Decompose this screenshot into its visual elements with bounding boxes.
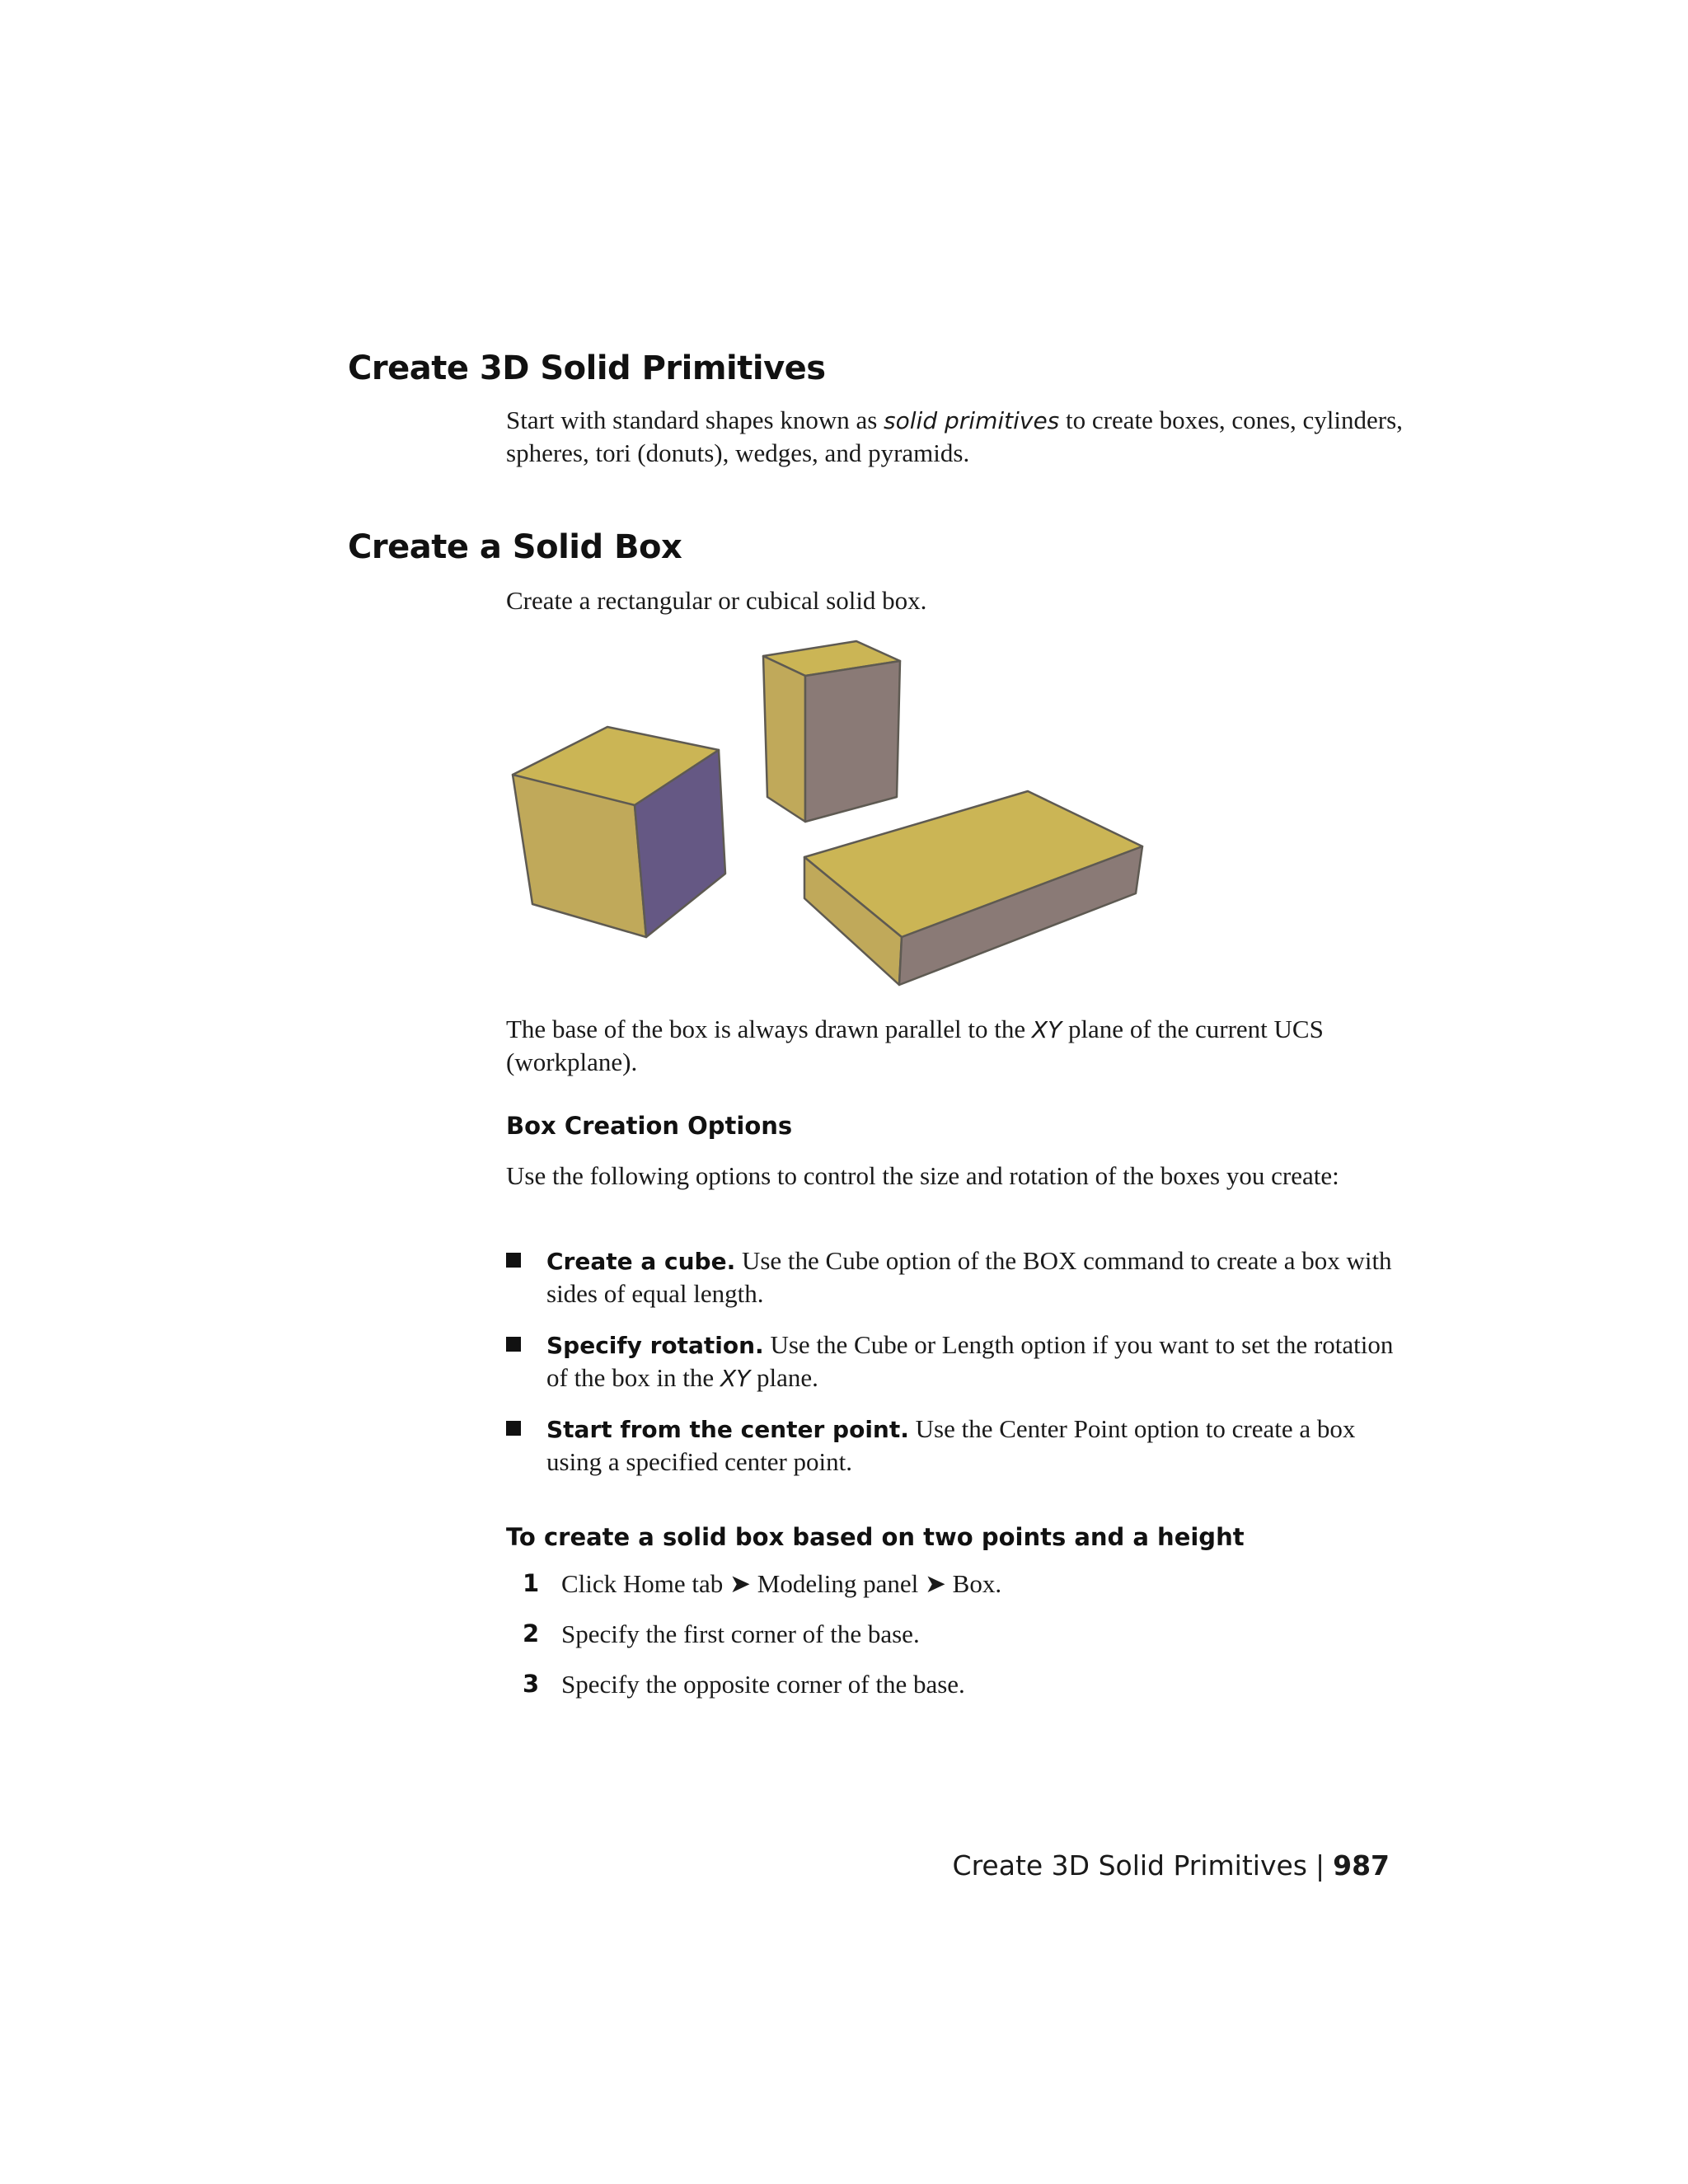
options-intro: Use the following options to control the size and rotation of the boxes you create: — [506, 1161, 1339, 1190]
procedure-heading: To create a solid box based on two points and a height — [506, 1523, 1245, 1551]
page-number: 987 — [1333, 1849, 1390, 1882]
xy-italic: XY — [1031, 1016, 1062, 1043]
procedure-step-1 — [523, 1568, 1396, 1600]
bullet-body: Use the Cube option of the BOX command to create a box with sides of equal length. — [546, 1246, 1392, 1308]
primitives-intro — [506, 404, 1404, 469]
page-footer — [953, 1849, 1390, 1882]
bullet-lead: Create a cube. — [546, 1248, 736, 1275]
bullet-square-icon — [506, 1337, 521, 1352]
tall-box-shape — [763, 641, 900, 822]
bullet-center-point — [506, 1413, 1404, 1478]
bullet-square-icon — [506, 1421, 521, 1436]
bullet-body: Use the Center Point option to create a box using a specified center point. — [546, 1414, 1356, 1476]
procedure-step-2 — [523, 1618, 1396, 1650]
step-number: 2 — [523, 1619, 540, 1647]
section-heading-primitives: Create 3D Solid Primitives — [348, 349, 826, 387]
cube-shape — [513, 727, 725, 937]
procedure-step-3 — [523, 1668, 1396, 1700]
footer-title: Create 3D Solid Primitives — [952, 1849, 1307, 1882]
bullet-square-icon — [506, 1253, 521, 1268]
bullet-body-end: plane. — [750, 1363, 818, 1392]
intro-text: Start with standard shapes known as — [506, 405, 884, 434]
step-number: 1 — [523, 1569, 540, 1597]
base-text-continued: plane of the current UCS (workplane). — [506, 1015, 1324, 1076]
intro-text-continued: to create boxes, cones, cylinders, spheres, tori (donuts), wedges, and pyramids. — [506, 405, 1403, 467]
section-heading-solid-box: Create a Solid Box — [348, 528, 682, 566]
intro-italic-term: solid primitives — [884, 407, 1060, 434]
bullet-text — [546, 1329, 1404, 1394]
bullet-body: Use the Cube or Length option if you want to set the rotation of the box in the — [546, 1330, 1394, 1392]
bullet-create-cube — [506, 1244, 1404, 1310]
bullet-lead: Specify rotation. — [546, 1332, 764, 1359]
bullet-specify-rotation — [506, 1329, 1404, 1394]
step-number: 3 — [523, 1670, 540, 1698]
step-text: Specify the opposite corner of the base. — [561, 1670, 965, 1699]
base-text: The base of the box is always drawn parallel to the — [506, 1015, 1032, 1043]
box-base-description — [506, 1013, 1404, 1078]
step-text: Specify the first corner of the base. — [561, 1619, 920, 1648]
bullet-text — [546, 1244, 1404, 1310]
options-heading: Box Creation Options — [506, 1112, 793, 1140]
step-text: Click Home tab ➤ Modeling panel ➤ Box. — [561, 1569, 1002, 1598]
bullet-text — [546, 1413, 1404, 1478]
xy-italic: XY — [720, 1365, 751, 1392]
footer-separator: | — [1315, 1849, 1325, 1882]
flat-box-shape — [804, 791, 1142, 985]
solid-box-intro: Create a rectangular or cubical solid box. — [506, 586, 927, 615]
box-illustration — [506, 635, 1149, 994]
bullet-lead: Start from the center point. — [546, 1416, 909, 1443]
